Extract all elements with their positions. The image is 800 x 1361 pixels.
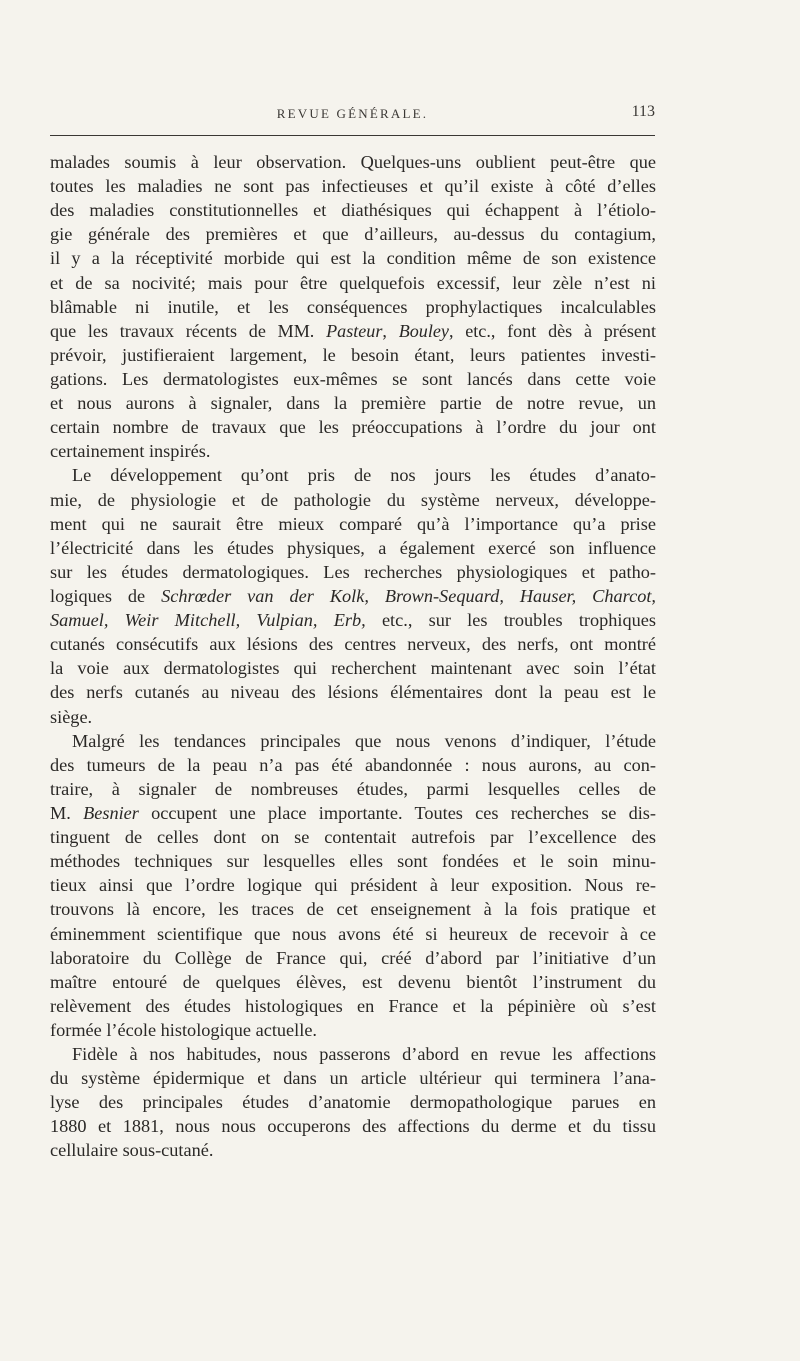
italic-names: Samuel, Weir Mitchell, Vulpian, Erb, [50, 610, 366, 631]
text-segment: , [382, 320, 399, 341]
text-line: toutes les maladies ne sont pas infectieuses et qu’il existe à côté d’elles [50, 176, 656, 197]
text-line: il y a la réceptivité morbide qui est la condition même de son existence [50, 248, 656, 269]
text-line: relèvement des études histologiques en France et la pépinière où s’est [50, 995, 656, 1016]
text-line: et nous aurons à signaler, dans la première partie de notre revue, un [50, 393, 656, 414]
text-line: laboratoire du Collège de France qui, créé d’abord par l’initiative d’un [50, 947, 656, 968]
text-line: Fidèle à nos habitudes, nous passerons d’abord en revue les affections [72, 1044, 656, 1065]
text-line: malades soumis à leur observation. Quelques-uns oublient peut-être que [50, 152, 656, 172]
italic-name: Pasteur [326, 320, 383, 341]
text-line: la voie aux dermatologistes qui recherchent maintenant avec soin l’état [50, 658, 656, 679]
text-segment: etc., sur les troubles trophiques [365, 610, 656, 631]
text-line: siège. [50, 706, 93, 727]
text-line: gie générale des premières et que d’ailleurs, au-dessus du contagium, [50, 224, 656, 245]
text-segment: que les travaux récents de MM. [50, 320, 327, 341]
text-line: des maladies constitutionnelles et diathésiques qui échappent à l’étiolo- [50, 200, 656, 221]
running-title: REVUE GÉNÉRALE. [276, 106, 429, 121]
text-line: formée l’école histologique actuelle. [50, 1019, 317, 1040]
text-line: cutanés consécutifs aux lésions des centres nerveux, des nerfs, ont montré [50, 634, 656, 655]
text-line: méthodes techniques sur lesquelles elles sont fondées et le soin minu- [50, 851, 656, 872]
text-segment: , etc., font dès à présent [448, 320, 656, 341]
text-line: Le développement qu’ont pris de nos jours les études d’anato- [72, 465, 656, 486]
text-line: maître entouré de quelques élèves, est devenu bientôt l’instrument du [50, 971, 656, 992]
text-line: tieux ainsi que l’ordre logique qui président à leur exposition. Nous re- [50, 875, 656, 896]
page-header [50, 100, 655, 130]
italic-names: Schrœder van der Kolk, Brown-Sequard, Hauser, Charcot, [161, 585, 656, 606]
text-line: Malgré les tendances principales que nous venons d’indiquer, l’étude [72, 730, 656, 751]
text-line: tinguent de celles dont on se contentait autrefois par l’excellence des [50, 827, 656, 848]
text-line: certainement inspirés. [50, 441, 211, 462]
text-line: gations. Les dermatologistes eux-mêmes se sont lancés dans cette voie [50, 368, 656, 389]
text-segment: occupent une place importante. Toutes ces recherches se dis- [138, 802, 656, 823]
text-line [50, 584, 656, 608]
text-line [50, 801, 656, 825]
text-line: des nerfs cutanés au niveau des lésions élémentaires dont la peau est le [50, 682, 656, 703]
text-line: et de sa nocivité; mais pour être quelquefois excessif, leur zèle n’est ni [50, 272, 656, 293]
italic-name: Besnier [83, 802, 139, 823]
header-rule [50, 135, 655, 136]
text-segment: M. [50, 802, 84, 823]
text-line: sur les études dermatologiques. Les recherches physiologiques et patho- [50, 561, 656, 582]
text-line: lyse des principales études d’anatomie dermopathologique parues en [50, 1092, 656, 1113]
text-segment: logiques de [50, 585, 162, 606]
text-line [50, 319, 656, 343]
body-text [50, 150, 656, 1163]
text-line: éminemment scientifique que nous avons été si heureux de recevoir à ce [50, 923, 656, 944]
text-line: trouvons là encore, les traces de cet enseignement à la fois pratique et [50, 899, 656, 920]
page-number: 113 [631, 103, 655, 120]
italic-name: Bouley [398, 320, 449, 341]
text-line: prévoir, justifieraient largement, le besoin étant, leurs patientes investi- [50, 344, 656, 365]
text-line: traire, à signaler de nombreuses études, parmi lesquelles celles de [50, 778, 656, 799]
text-line: ment qui ne saurait être mieux comparé qu’à l’importance qu’a prise [50, 513, 656, 534]
text-line: certain nombre de travaux que les préoccupations à l’ordre du jour ont [50, 417, 656, 438]
text-line: cellulaire sous-cutané. [50, 1140, 214, 1161]
text-line: l’électricité dans les études physiques, a également exercé son influence [50, 537, 656, 558]
text-line: 1880 et 1881, nous nous occuperons des affections du derme et du tissu [50, 1116, 656, 1137]
text-line [50, 608, 656, 632]
text-line: blâmable ni inutile, et les conséquences prophylactiques incalculables [50, 296, 656, 317]
text-line: du système épidermique et dans un article ultérieur qui terminera l’ana- [50, 1068, 656, 1089]
text-line: mie, de physiologie et de pathologie du système nerveux, développe- [50, 489, 656, 510]
text-line: des tumeurs de la peau n’a pas été abandonnée : nous aurons, au con- [50, 754, 656, 775]
